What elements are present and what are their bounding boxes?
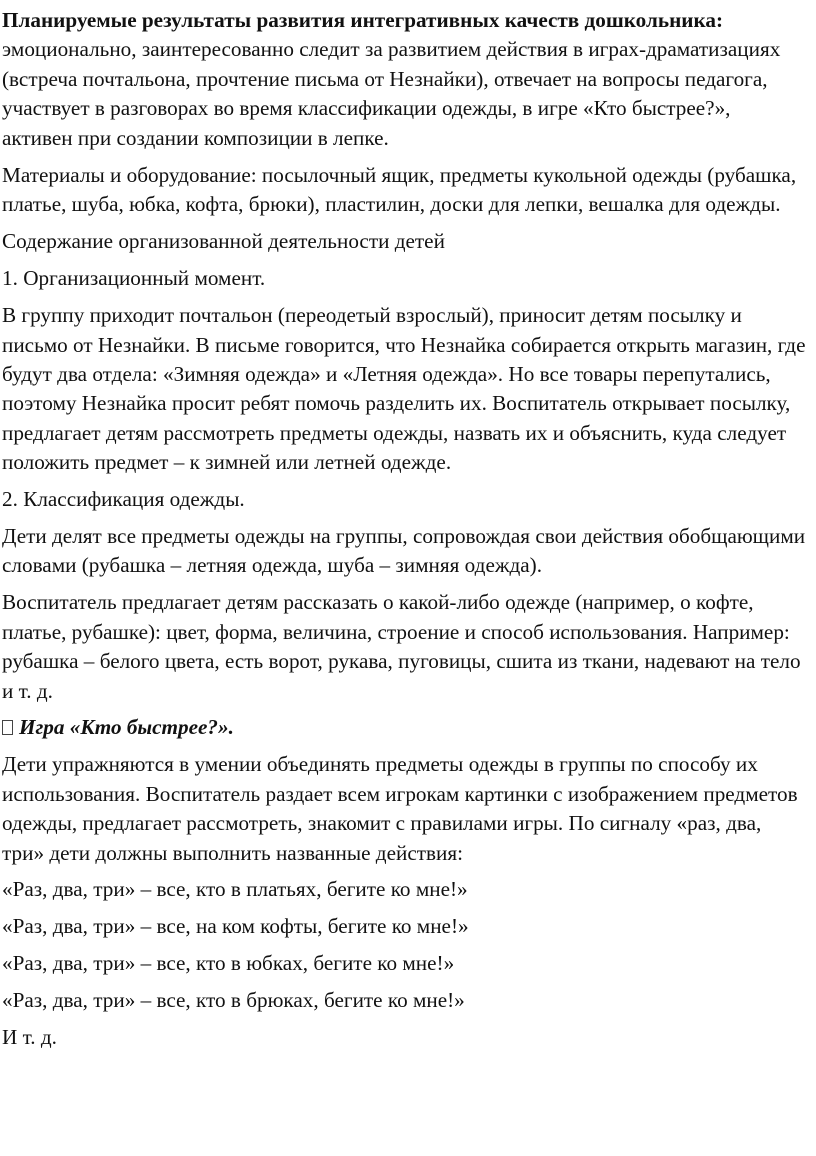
materials-paragraph: Материалы и оборудование: посылочный ящик, предметы кукольной одежды (рубашка, платье, шуба, юбка, кофта, брюки), пластилин, доски для лепки, вешалка для одежды. [2, 163, 797, 217]
game-paragraph: Дети упражняются в умении объединять предметы одежды в группы по способу их использования. Воспитатель раздает всем игрокам картинки с изображением предметов одежды, предлагает рассмотреть, знакомит с правилами игры. По сигналу «раз, два, три» дети должны выполнить названные действия: [2, 752, 798, 865]
planned-results-text: эмоционально, заинтересованно следит за развитием действия в играх-драматизациях (встреча почтальона, прочтение письма от Незнайки), отвечает на вопросы педагога, участвует в разговорах во время классификации одежды, в игре «Кто быстрее?», активен при создании композиции в лепке. [2, 37, 781, 150]
closing-text: И т. д. [2, 1025, 57, 1050]
section2-paragraph-2: Воспитатель предлагает детям рассказать о какой-либо одежде (например, о кофте, платье, рубашке): цвет, форма, величина, строение и способ использования. Например: рубашка – белого цвета, есть ворот, рукава, пуговицы, сшита из ткани, надевают на тело и т. д. [2, 590, 801, 703]
game-heading: Игра «Кто быстрее?». [19, 715, 234, 740]
section2-heading: 2. Классификация одежды. [2, 487, 245, 512]
game-line-1: «Раз, два, три» – все, кто в платьях, бегите ко мне!» [2, 877, 468, 902]
planned-results-heading: Планируемые результаты развития интегративных качеств дошкольника: [2, 8, 724, 32]
game-line-2: «Раз, два, три» – все, на ком кофты, бегите ко мне!» [2, 914, 469, 939]
planned-results-paragraph [2, 6, 806, 153]
game-line-3: «Раз, два, три» – все, кто в юбках, бегите ко мне!» [2, 951, 455, 976]
game-heading-paragraph [2, 713, 806, 742]
section1-heading: 1. Организационный момент. [2, 266, 266, 291]
section1-paragraph: В группу приходит почтальон (переодетый взрослый), приносит детям посылку и письмо от Незнайки. В письме говорится, что Незнайка собирается открыть магазин, где будут два отдела: «Зимняя одежда» и «Летняя одежда». Но все товары перепутались, поэтому Незнайка просит ребят помочь разделить их. Воспитатель открывает посылку, предлагает детям рассмотреть предметы одежды, назвать их и объяснить, куда следует положить предмет – к зимней или летней одежде. [2, 303, 806, 475]
content-heading: Содержание организованной деятельности детей [2, 229, 445, 254]
section2-paragraph-1: Дети делят все предметы одежды на группы, сопровождая свои действия обобщающими словами (рубашка – летняя одежда, шуба – зимняя одежда). [2, 524, 806, 578]
game-line-4: «Раз, два, три» – все, кто в брюках, бегите ко мне!» [2, 988, 465, 1013]
missing-glyph-box-icon [2, 720, 13, 735]
